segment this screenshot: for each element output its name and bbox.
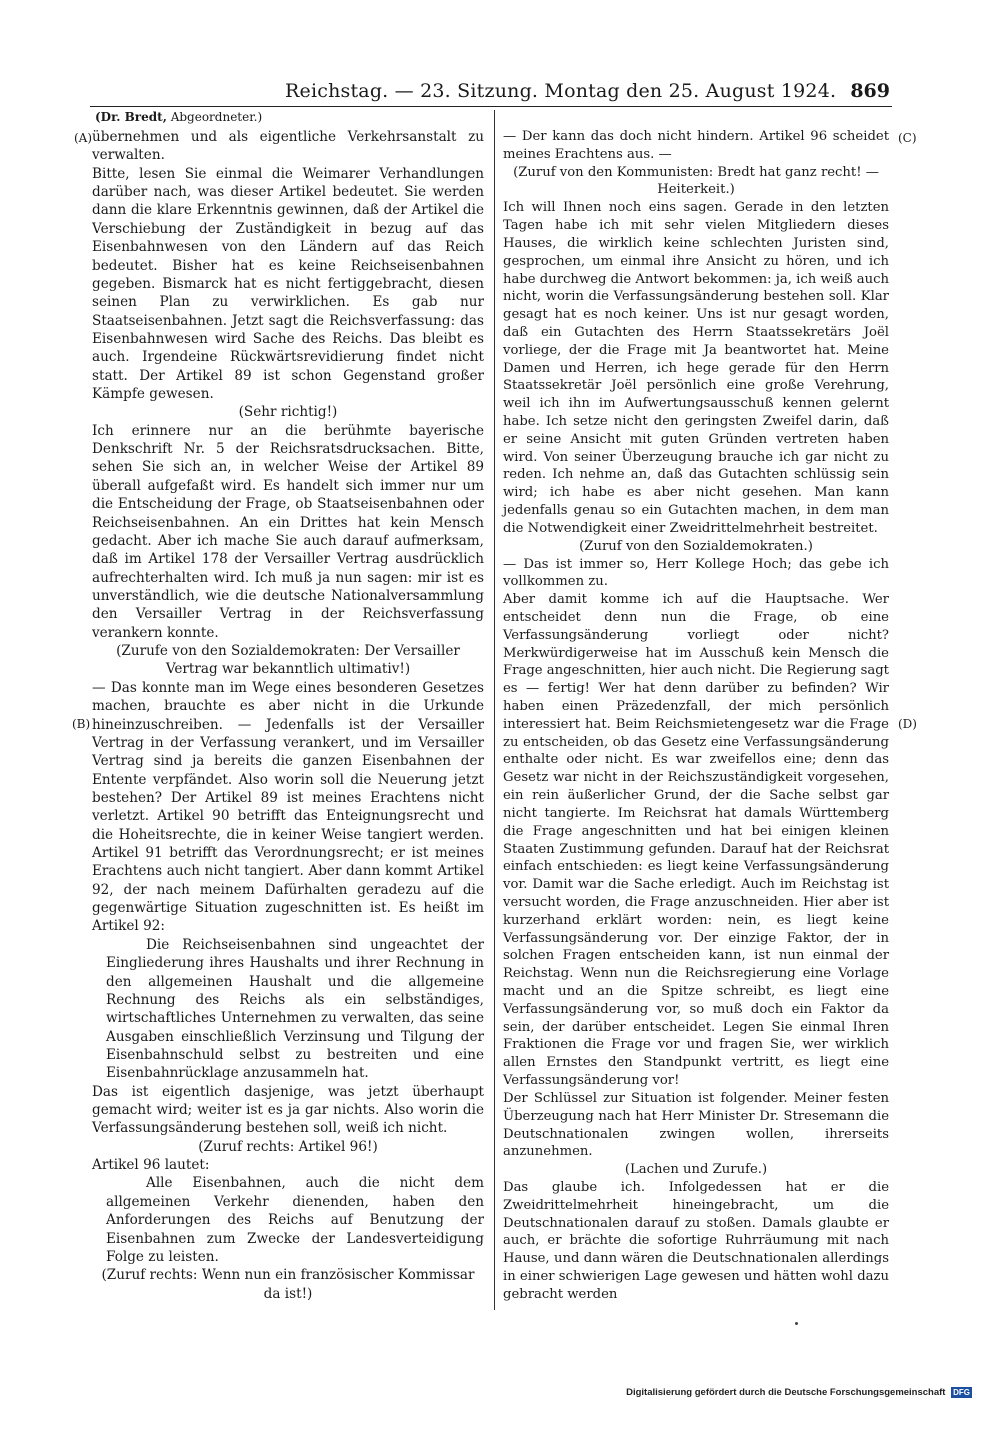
paragraph: übernehmen und als eigentliche Verkehrsanstalt zu verwalten. <box>92 129 484 164</box>
paragraph: Ich erinnere nur an die berühmte bayerische Denkschrift Nr. 5 der Reichsratsdrucksachen. Bitte, sehen Sie sich an, in welcher Weise der Artikel 89 überall aufgefaßt wird. Es handelt sich immer nur um die Entscheidung der Frage, ob Staatseisenbahnen oder Reichseisenbahnen. An ein Drittes hat kein Mensch gedacht. Aber ich mache Sie auch darauf aufmerksam, daß im Artikel 178 der Versailler Vertrag ausdrücklich aufrechterhalten wird. Ich muß ja nun sagen: mir ist es unverständlich, wie die deutsche Nationalversammlung den Versailler Vertrag in der Reichsverfassung verankern konnte. <box>92 422 484 641</box>
interjection: (Sehr richtig!) <box>238 404 338 421</box>
paragraph: Ich will Ihnen noch eins sagen. Gerade in den letzten Tagen habe ich mit sehr vielen Mitgliedern dieses Hauses, die wirklich keine schlechten Juristen sind, gesprochen, um einmal ihre Ansicht zu hören, und ich habe durchweg die Antwort bekommen: ja, ich weiß auch nicht, worin die Verfassungsänderung bestehen soll. Klar gesagt hat es noch keiner. Uns ist nur gesagt worden, daß ein Gutachten des Herrn Staatssekretärs Joël vorliege, der die Frage mit Ja beantwortet hat. Meine Damen und Herren, ich hege gerade für den Herrn Staatssekretär Joël persönlich eine große Verehrung, weil ich ihn im Aufwertungsausschuß kennen gelernt habe. Ich setze nicht den geringsten Zweifel darin, daß er seine Ansicht mit guten Gründen vertreten haben wird. Von seiner Überzeugung brauche ich gar nicht zu reden. Ich nehme an, daß das Gutachten schlüssig sein wird; ich habe es aber nicht gesehen. Man kann jedenfalls genau so ein Gutachten machen, in dem man die Notwendigkeit einer Zweidrittelmehrheit bestreitet. <box>503 200 889 536</box>
margin-marker-b: (B) <box>72 717 91 731</box>
paragraph: Aber damit komme ich auf die Hauptsache. Wer entscheidet denn nun die Frage, ob eine Verfassungsänderung vorliegt oder nicht? Merkwürdigerweise hat im Ausschuß kein Mensch die Frage angeschnitten, hier auch nicht. Die Regierung sagt es — fertig! Wer hat denn darüber zu befinden? Wir haben einen Präzedenzfall, der mich persönlich interessiert hat. Beim Reichsmietengesetz war die Frage zu entscheiden, ob das Gesetz eine Verfassungsänderung enthalte oder nicht. Es war zweifellos eine; denn das Gesetz war nicht in der Reichszuständigkeit vorgesehen, ein rein äußerlicher Grund, der die Sache selbst gar nicht tangierte. Im Reichsrat hat damals Württemberg die Frage angeschnitten und hat bei einigen kleinen Staaten Zustimmung gefunden. Darauf hat der Reichsrat einfach entschieden: es liegt keine Verfassungsänderung vor. Damit war die Sache erledigt. Auch im Reichstag ist versucht worden, die Frage anzuschneiden. Hier aber ist kurzerhand erklärt worden: nein, es liegt keine Verfassungsänderung vor. Der einzige Faktor, der in solchen Fragen entscheiden kann, ist nun einmal der Reichstag. Wenn nun die Reichsregierung eine Vorlage macht und an die Spitze schreibt, es liegt eine Verfassungsänderung vor, so muß doch ein Faktor da sein, der darüber entscheidet. Legen Sie einmal Ihren Fraktionen die Frage vor und fragen Sie, wer wirklich allen Ernstes den Standpunkt vertritt, es liegt eine Verfassungsänderung vor! <box>503 592 889 1089</box>
column-divider <box>494 110 495 1310</box>
speaker-name: (Dr. Bredt, <box>95 110 167 124</box>
right-column <box>503 128 889 1304</box>
paragraph: Das ist eigentlich dasjenige, was jetzt überhaupt gemacht wird; weiter ist es ja gar nichts. Also worin die Verfassungsänderung bestehen soll, weiß ich nicht. <box>92 1083 484 1137</box>
running-header <box>90 80 890 108</box>
interjection: (Zuruf von den Sozialdemokraten.) <box>579 538 813 554</box>
speaker-line <box>95 110 262 124</box>
header-rule <box>90 106 892 107</box>
margin-marker-c: (C) <box>898 131 917 145</box>
quoted-article: Alle Eisenbahnen, auch die nicht dem allgemeinen Verkehr dienenden, haben den Anforderungen des Reichs auf Benutzung der Eisenbahnen zum Zwecke der Landesverteidigung Folge zu leisten. <box>106 1175 484 1265</box>
page-number: 869 <box>850 80 890 102</box>
interjection: (Lachen und Zurufe.) <box>624 1162 768 1178</box>
paragraph: — Das konnte man im Wege eines besonderen Gesetzes machen, brauchte es aber nicht in die Urkunde hineinzuschreiben. — Jedenfalls ist der Versailler Vertrag in der Verfassung verankert, und im Versailler Vertrag sind ja bereits die ganzen Eisenbahnen der Entente verpfändet. Also worin soll die Neuerung jetzt bestehen? Der Artikel 89 ist meines Erachtens nicht verletzt. Artikel 90 betrifft das Enteignungsrecht und die Hoheitsrechte, die in keiner Weise tangiert werden. Artikel 91 betrifft das Verordnungsrecht; er ist meines Erachtens auch nicht tangiert. Aber dann kommt Artikel 92, der nach meinem Dafürhalten geradezu auf die gegenwärtige Situation zugeschnitten ist. Es heißt im Artikel 92: <box>92 679 484 935</box>
interjection: (Zuruf von den Kommunisten: Bredt hat ganz recht! — Heiterkeit.) <box>513 164 879 198</box>
interjection: (Zurufe von den Sozialdemokraten: Der Versailler Vertrag war bekanntlich ultimativ!) <box>116 643 460 678</box>
quoted-article: Die Reichseisenbahnen sind ungeachtet der Eingliederung ihres Haushalts und ihrer Rechnung in den allgemeinen Haushalt und die allgemeine Rechnung des Reichs als ein selbständiges, wirtschaftliches Unternehmen zu verwalten, das seine Ausgaben einschließlich Verzinsung und Tilgung der Eisenbahnschuld selbst zu bestreiten und eine Eisenbahnrücklage anzusammeln hat. <box>106 936 484 1082</box>
paragraph: Das glaube ich. Infolgedessen hat er die Zweidrittelmehrheit hineingebracht, um die Deutschnationalen darauf zu stoßen. Damals glaubte er auch, er brächte die sofortige Ruhrräumung mit nach Hause, und dann wären die Deutschnationalen allerdings in einer schwierigen Lage gewesen und hätten wohl dazu gebracht werden <box>503 1179 889 1302</box>
interjection: (Zuruf rechts: Wenn nun ein französischer Kommissar da ist!) <box>101 1267 475 1302</box>
interjection: (Zuruf rechts: Artikel 96!) <box>198 1138 378 1155</box>
paragraph: Bitte, lesen Sie einmal die Weimarer Verhandlungen darüber nach, was dieser Artikel bedeutet. Sie werden dann die klare Erkenntnis gewinnen, daß der Artikel die Verschiebung der Zuständigkeit in bezug auf das Eisenbahnwesen von den Ländern auf das Reich bedeutet. Bisher hat es keine Reichseisenbahnen gegeben. Bismarck hat es nicht fertiggebracht, diesen seinen Plan zu verwirklichen. Es gab nur Staatseisenbahnen. Jetzt sagt die Reichsverfassung: das Eisenbahnwesen wird Sache des Reichs. Das bleibt es auch. Irgendeine Rückwärtsrevidierung findet nicht statt. Der Artikel 89 ist schon Gegenstand großer Kämpfe gewesen. <box>92 165 484 403</box>
margin-marker-d: (D) <box>898 717 917 731</box>
speaker-role: Abgeordneter.) <box>170 110 263 124</box>
margin-marker-a: (A) <box>74 131 93 145</box>
paragraph: Artikel 96 lautet: <box>92 1157 210 1174</box>
paragraph: Der Schlüssel zur Situation ist folgender. Meiner festen Überzeugung nach hat Herr Minister Dr. Stresemann die Deutschnationalen zwingen wollen, ihrerseits anzunehmen. <box>503 1090 889 1160</box>
dfg-logo: DFG <box>953 1387 970 1397</box>
paragraph: — Das ist immer so, Herr Kollege Hoch; das gebe ich vollkommen zu. <box>503 556 889 590</box>
footer-credit <box>626 1387 972 1398</box>
header-title: Reichstag. — 23. Sitzung. Montag den 25. August 1924. <box>285 80 837 102</box>
footer-text: Digitalisierung gefördert durch die Deutsche Forschungsgemeinschaft <box>626 1387 946 1398</box>
left-column <box>92 128 484 1303</box>
print-speck <box>795 1322 798 1325</box>
paragraph: — Der kann das doch nicht hindern. Artikel 96 scheidet meines Erachtens aus. — <box>503 129 889 162</box>
